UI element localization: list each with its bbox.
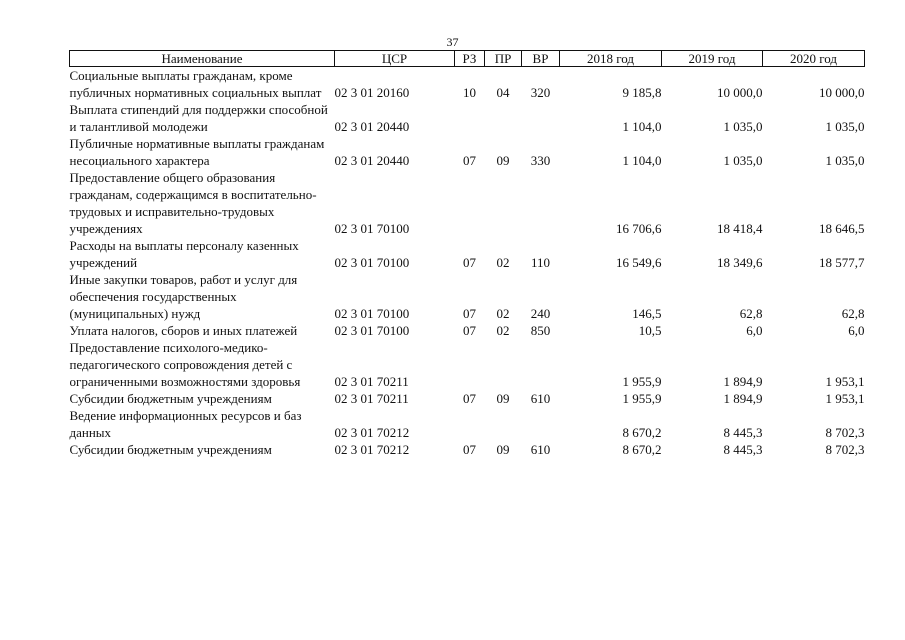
- table-row: [70, 322, 865, 339]
- row-rz: 07: [463, 442, 476, 457]
- row-2018: 16 706,6: [616, 221, 662, 236]
- row-2018: 10,5: [638, 323, 662, 338]
- table-row: [70, 339, 865, 390]
- row-name: Уплата налогов, сборов и иных платежей: [69, 323, 298, 338]
- row-2018: 1 955,9: [622, 374, 662, 389]
- row-2020: 1 953,1: [825, 391, 865, 406]
- row-rz: [455, 169, 485, 237]
- row-vr: 610: [530, 442, 551, 457]
- row-vr: 110: [530, 255, 551, 270]
- row-name: Субсидии бюджетным учреждениям: [69, 391, 272, 406]
- row-pr: 09: [496, 391, 510, 406]
- row-2019: 18 349,6: [717, 255, 763, 270]
- row-csr: 02 3 01 20440: [334, 153, 410, 168]
- row-2020: 62,8: [841, 306, 865, 321]
- row-2019: 62,8: [739, 306, 763, 321]
- row-csr: 02 3 01 20440: [334, 119, 410, 134]
- table-row: [70, 237, 865, 271]
- row-name: Ведение информационных ресурсов и баз данных: [69, 408, 302, 440]
- row-2019: 18 418,4: [717, 221, 763, 236]
- header-name: Наименование: [70, 51, 335, 67]
- row-vr: [522, 339, 560, 390]
- row-name: Расходы на выплаты персоналу казенных учреждений: [69, 238, 299, 270]
- table-row: [70, 135, 865, 169]
- row-rz: 10: [463, 85, 476, 100]
- header-pr: ПР: [485, 51, 522, 67]
- row-2018: 16 549,6: [616, 255, 662, 270]
- row-2018: 8 670,2: [622, 442, 662, 457]
- row-rz: [455, 407, 485, 441]
- row-2020: 1 035,0: [825, 153, 865, 168]
- row-name: Выплата стипендий для поддержки способной и талантливой молодежи: [69, 102, 328, 134]
- row-pr: [485, 101, 522, 135]
- row-pr: [485, 339, 522, 390]
- row-name: Субсидии бюджетным учреждениям: [69, 442, 272, 457]
- row-csr: 02 3 01 70100: [334, 306, 410, 321]
- row-rz: [455, 339, 485, 390]
- row-pr: 04: [496, 85, 510, 100]
- row-pr: 02: [496, 255, 510, 270]
- row-2019: 6,0: [746, 323, 763, 338]
- header-row: [70, 51, 865, 67]
- row-vr: 240: [530, 306, 551, 321]
- row-pr: [485, 407, 522, 441]
- row-2018: 1 104,0: [622, 119, 662, 134]
- table-row: [70, 67, 865, 102]
- row-2018: 1 104,0: [622, 153, 662, 168]
- row-2019: 1 035,0: [723, 153, 763, 168]
- row-csr: 02 3 01 70211: [334, 391, 409, 406]
- row-pr: 02: [496, 306, 510, 321]
- row-rz: 07: [463, 255, 476, 270]
- table-body: [70, 67, 865, 459]
- row-2019: 1 035,0: [723, 119, 763, 134]
- row-2020: 10 000,0: [819, 85, 865, 100]
- row-2018: 9 185,8: [622, 85, 662, 100]
- row-2020: 1 035,0: [825, 119, 865, 134]
- row-name: Иные закупки товаров, работ и услуг для обеспечения государственных (муниципальных) нужд: [69, 272, 298, 321]
- row-2020: 18 646,5: [819, 221, 865, 236]
- row-2019: 10 000,0: [717, 85, 763, 100]
- header-vr: ВР: [522, 51, 560, 67]
- row-csr: 02 3 01 70212: [334, 442, 410, 457]
- row-rz: [455, 101, 485, 135]
- table-row: [70, 169, 865, 237]
- row-csr: 02 3 01 70211: [334, 374, 409, 389]
- header-rz: РЗ: [455, 51, 485, 67]
- row-pr: 09: [496, 153, 510, 168]
- row-vr: 850: [530, 323, 551, 338]
- row-pr: 02: [496, 323, 510, 338]
- header-2018: 2018 год: [560, 51, 662, 67]
- row-rz: 07: [463, 153, 476, 168]
- table-header: [70, 51, 865, 67]
- header-csr: ЦСР: [335, 51, 455, 67]
- row-name: Социальные выплаты гражданам, кроме публичных нормативных социальных выплат: [69, 68, 322, 100]
- row-csr: 02 3 01 70100: [334, 221, 410, 236]
- row-name: Предоставление психолого-медико-педагогического сопровождения детей с ограниченными возможностями здоровья: [69, 340, 301, 389]
- row-csr: 02 3 01 70100: [334, 255, 410, 270]
- row-vr: 320: [530, 85, 551, 100]
- row-rz: 07: [463, 323, 476, 338]
- row-csr: 02 3 01 70100: [334, 323, 410, 338]
- row-vr: [522, 169, 560, 237]
- header-2020: 2020 год: [763, 51, 865, 67]
- row-vr: 330: [530, 153, 551, 168]
- row-csr: 02 3 01 20160: [334, 85, 410, 100]
- row-vr: [522, 407, 560, 441]
- row-pr: [485, 169, 522, 237]
- row-2019: 1 894,9: [723, 391, 763, 406]
- row-csr: 02 3 01 70212: [334, 425, 410, 440]
- row-2018: 146,5: [632, 306, 662, 321]
- row-rz: 07: [463, 306, 476, 321]
- header-2019: 2019 год: [662, 51, 763, 67]
- row-2020: 8 702,3: [825, 442, 865, 457]
- row-name: Публичные нормативные выплаты гражданам несоциального характера: [69, 136, 325, 168]
- row-2020: 18 577,7: [819, 255, 865, 270]
- row-name: Предоставление общего образования гражданам, содержащимся в воспитательно-трудовых и исправительно-трудовых учреждениях: [69, 170, 317, 236]
- budget-table: [69, 50, 865, 458]
- row-2018: 8 670,2: [622, 425, 662, 440]
- table-row: [70, 390, 865, 407]
- table-row: [70, 441, 865, 458]
- row-vr: 610: [530, 391, 551, 406]
- table-row: [70, 407, 865, 441]
- row-pr: 09: [496, 442, 510, 457]
- table-row: [70, 271, 865, 322]
- page-number: 37: [446, 35, 459, 49]
- row-2019: 1 894,9: [723, 374, 763, 389]
- row-2020: 1 953,1: [825, 374, 865, 389]
- row-2019: 8 445,3: [723, 425, 763, 440]
- row-vr: [522, 101, 560, 135]
- row-2020: 6,0: [848, 323, 865, 338]
- row-2018: 1 955,9: [622, 391, 662, 406]
- row-2019: 8 445,3: [723, 442, 763, 457]
- row-2020: 8 702,3: [825, 425, 865, 440]
- row-rz: 07: [463, 391, 476, 406]
- table-row: [70, 101, 865, 135]
